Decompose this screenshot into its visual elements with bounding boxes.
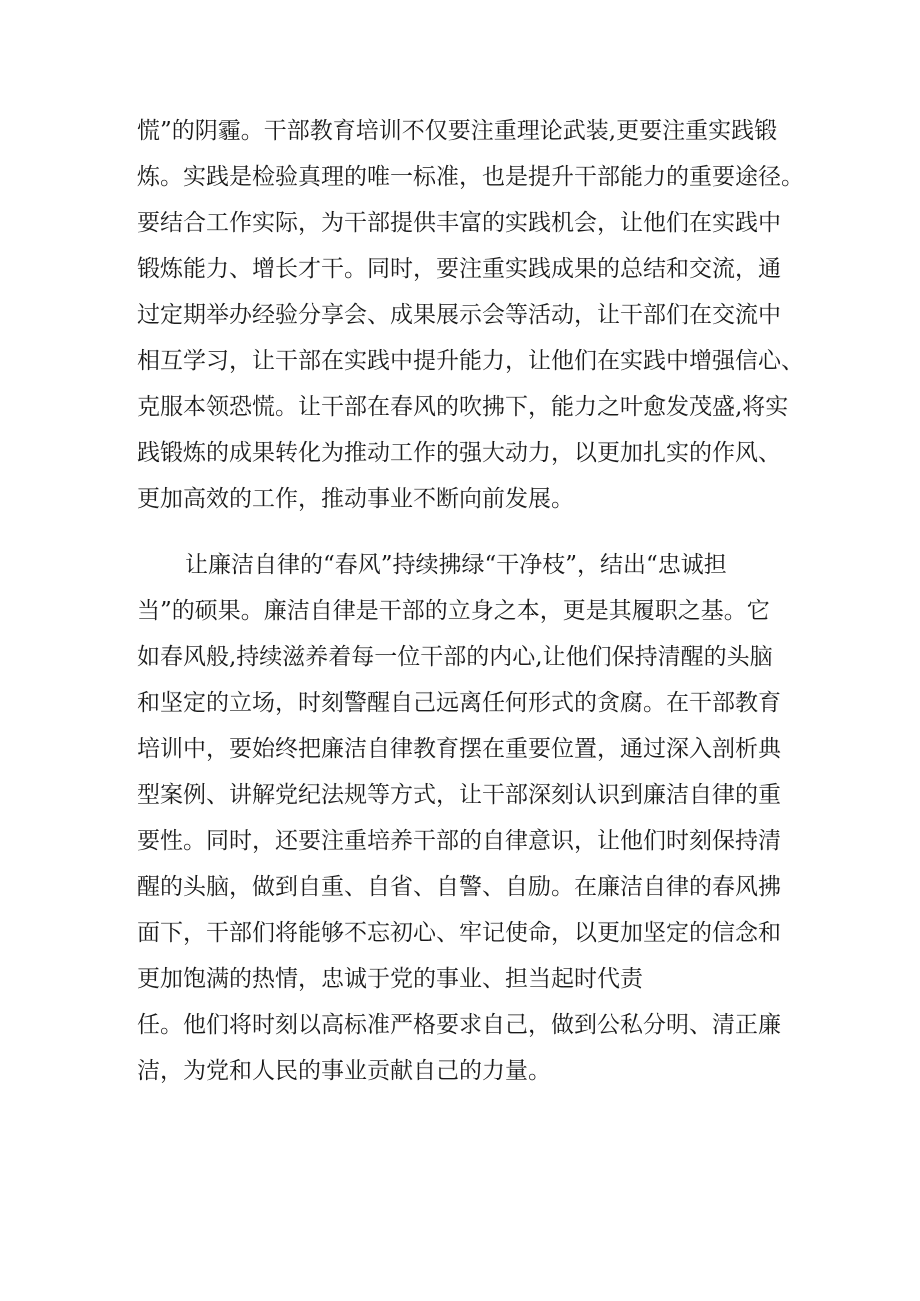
paragraph-2-line-12: 洁，为党和人民的事业贡献自己的力量。 <box>137 1058 551 1084</box>
paragraph-1-line-4: 锻炼能力、增长才干。同时，要注重实践成果的总结和交流，通 <box>137 256 781 282</box>
paragraph-2-line-6: 型案例、讲解党纪法规等方式，让干部深刻认识到廉洁自律的重 <box>137 782 781 808</box>
paragraph-2-line-5: 培训中，要始终把廉洁自律教育摆在重要位置，通过深入剖析典 <box>137 736 781 762</box>
paragraph-1-line-6: 相互学习，让干部在实践中提升能力，让他们在实践中增强信心、 <box>137 348 804 374</box>
paragraph-1-line-8: 践锻炼的成果转化为推动工作的强大动力，以更加扎实的作风、 <box>137 440 781 466</box>
paragraph-2-line-9: 面下，干部们将能够不忘初心、牢记使命，以更加坚定的信念和 <box>137 920 781 946</box>
paragraph-1-line-2: 炼。实践是检验真理的唯一标准，也是提升干部能力的重要途径。 <box>137 164 804 190</box>
paragraph-1-line-3: 要结合工作实际，为干部提供丰富的实践机会，让他们在实践中 <box>137 210 781 236</box>
paragraph-1-line-1: 慌”的阴霾。干部教育培训不仅要注重理论武装,更要注重实践锻 <box>137 118 778 144</box>
paragraph-2-line-4: 和坚定的立场，时刻警醒自己远离任何形式的贪腐。在干部教育 <box>137 690 781 716</box>
paragraph-2-line-2: 当”的硕果。廉洁自律是干部的立身之本，更是其履职之基。它 <box>137 598 770 624</box>
paragraph-2-line-10: 更加饱满的热情，忠诚于党的事业、担当起时代责 <box>137 966 643 992</box>
paragraph-1-line-9: 更加高效的工作，推动事业不断向前发展。 <box>137 486 574 512</box>
paragraph-2-line-3: 如春风般,持续滋养着每一位干部的内心,让他们保持清醒的头脑 <box>137 644 773 670</box>
paragraph-2-line-7: 要性。同时，还要注重培养干部的自律意识，让他们时刻保持清 <box>137 828 781 854</box>
paragraph-2-line-1: 让廉洁自律的“春风”持续拂绿“干净枝”，结出“忠诚担 <box>185 552 727 578</box>
paragraph-2-line-8: 醒的头脑，做到自重、自省、自警、自励。在廉洁自律的春风拂 <box>137 874 781 900</box>
paragraph-1-line-5: 过定期举办经验分享会、成果展示会等活动，让干部们在交流中 <box>137 302 781 328</box>
paragraph-2-line-11: 任。他们将时刻以高标准严格要求自己，做到公私分明、清正廉 <box>137 1012 781 1038</box>
paragraph-1-line-7: 克服本领恐慌。让干部在春风的吹拂下，能力之叶愈发茂盛,将实 <box>137 394 789 420</box>
